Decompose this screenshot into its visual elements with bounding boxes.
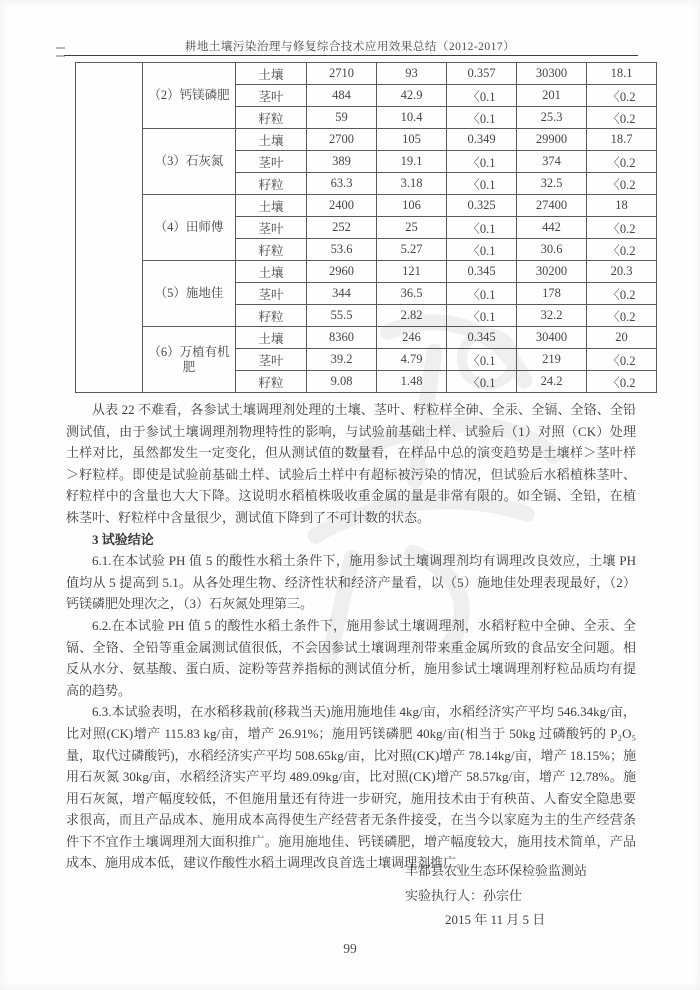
treatment-label: （6）万植有机肥: [143, 327, 236, 393]
table-cell: 18.1: [587, 63, 657, 85]
table-cell: 246: [377, 327, 447, 349]
conclusion-paragraph-63: 6.3.本试验表明，在水稻移栽前(移栽当天)施用施地佳 4kg/亩，水稻经济实产平均 546.34kg/亩，比对照(CK)增产 115.83 kg/亩，增产 26.91%；施用钙镁磷肥 40kg/亩(相当于 50kg 过磷酸钙的 P₂O₅ 量，取代过磷酸钙)，水稻经济实产平均 508.65kg/亩，比对照(CK)增产 78.14kg/亩，增产 18.15%；施用石灰氮 30kg/亩，水稻经济实产平均 489.09kg/亩，比对照(CK)增产 58.57kg/亩，增产 12.78%。施用石灰氮，增产幅度较低，不但施用量还有待进一步研究，施用技术由于有秧苗、人畜安全隐患要求很高，而且产品成本、施用成本高得使生产经营者无条件接受，在当今以家庭为主的生产经营条件下不宜作土壤调理剂大面积推广。施用施地佳、钙镁磷肥，增产幅度较大，施用技术简单，产品成本、施用成本低，建议作酸性水稻土调理改良首选土壤调理剂推广。: [66, 704, 636, 871]
table-cell: 〈0.2: [587, 151, 657, 173]
table-cell: 24.2: [517, 371, 587, 393]
table-cell: 〈0.1: [447, 283, 517, 305]
table-cell: 30400: [517, 327, 587, 349]
intro-paragraph: 从表 22 不难看，各参试土壤调理剂处理的土壤、茎叶、籽粒样全砷、全汞、全镉、全铬、全铅测试值，由于参试土壤调理剂物理特性的影响，与试验前基础土样、试验后（1）对照（CK）处理土样对比，虽然都发生一定变化，但从测试值的数量看，在样品中总的演变趋势是土壤样＞茎叶样＞籽粒样。即使是试验前基础土样、试验后土样中有超标被污染的情况，但试验后水稻植株茎叶、籽粒样中的含量也大大下降。这说明水稻植株吸收重金属的量是非常有限的。如全镉、全铅，在植株茎叶、籽粒样中含量很少，测试值下降到了不可计数的状态。: [66, 402, 636, 525]
table-cell: 105: [377, 129, 447, 151]
table-cell: 484: [307, 85, 377, 107]
table-cell: 2960: [307, 261, 377, 283]
table-row: [76, 195, 657, 217]
table-cell: 442: [517, 217, 587, 239]
table-cell: 252: [307, 217, 377, 239]
table-cell: 〈0.1: [447, 85, 517, 107]
table-cell: 27400: [517, 195, 587, 217]
sample-type: 籽粒: [236, 371, 307, 393]
treatment-label: （3）石灰氮: [143, 129, 236, 195]
table-cell: 3.18: [377, 173, 447, 195]
page-number: 99: [343, 941, 357, 956]
table-cell: 374: [517, 151, 587, 173]
table-cell: 〈0.1: [447, 107, 517, 129]
results-table: [75, 62, 657, 393]
sample-type: 土壤: [236, 63, 307, 85]
table-cell: 30200: [517, 261, 587, 283]
section-heading: 3 试验结论: [92, 531, 154, 547]
table-cell: 0.325: [447, 195, 517, 217]
signature-block: [405, 859, 587, 933]
table-cell: 4.79: [377, 349, 447, 371]
table-cell: 〈0.1: [447, 151, 517, 173]
table-cell: 2700: [307, 129, 377, 151]
sample-type: 茎叶: [236, 85, 307, 107]
table-cell-carryover: [76, 63, 143, 393]
table-cell: 10.4: [377, 107, 447, 129]
signature-executor: 实验执行人：孙宗仕: [405, 887, 523, 903]
table-cell: 93: [377, 63, 447, 85]
table-cell: 36.5: [377, 283, 447, 305]
table-cell: 344: [307, 283, 377, 305]
table-cell: 32.2: [517, 305, 587, 327]
table-cell: 219: [517, 349, 587, 371]
table-cell: 42.9: [377, 85, 447, 107]
sample-type: 茎叶: [236, 349, 307, 371]
table-cell: 18: [587, 195, 657, 217]
table-cell: 25: [377, 217, 447, 239]
table-cell: 〈0.2: [587, 349, 657, 371]
table-cell: 〈0.2: [587, 283, 657, 305]
table-cell: 30.6: [517, 239, 587, 261]
table-cell: 〈0.1: [447, 239, 517, 261]
table-cell: 39.2: [307, 349, 377, 371]
table-cell: 53.6: [307, 239, 377, 261]
table-cell: 〈0.2: [587, 107, 657, 129]
table-cell: 8360: [307, 327, 377, 349]
signature-organization: 丰都县农业生态环保检验监测站: [405, 863, 588, 878]
conclusion-paragraph-62: 6.2.在本试验 PH 值 5 的酸性水稻土条件下，施用参试土壤调理剂，水稻籽粒中全砷、全汞、全镉、全铬、全铅等重金属测试值很低，不会因参试土壤调理剂带来重金属所致的食品安全问题。相反从水分、氨基酸、蛋白质、淀粉等营养指标的测试值分析，施用参试土壤调理剂籽粒品质均有提高的趋势。: [66, 617, 636, 698]
sample-type: 土壤: [236, 195, 307, 217]
table-row: [76, 327, 657, 349]
table-cell: 1.48: [377, 371, 447, 393]
table-cell: 〈0.1: [447, 349, 517, 371]
table-cell: 〈0.2: [587, 217, 657, 239]
table-cell: 2.82: [377, 305, 447, 327]
table-cell: 〈0.1: [447, 173, 517, 195]
table-cell: 63.3: [307, 173, 377, 195]
table-cell: 20.3: [587, 261, 657, 283]
table-cell: 32.5: [517, 173, 587, 195]
table-cell: 2400: [307, 195, 377, 217]
table-cell: 0.349: [447, 129, 517, 151]
table-cell: 121: [377, 261, 447, 283]
table-cell: 178: [517, 283, 587, 305]
page-header-title: 耕地土壤污染治理与修复综合技术应用效果总结（2012-2017）: [184, 41, 516, 53]
sample-type: 茎叶: [236, 217, 307, 239]
table-cell: 389: [307, 151, 377, 173]
table-cell: 〈0.2: [587, 173, 657, 195]
treatment-label: （2）钙镁磷肥: [143, 63, 236, 129]
table-cell: 2710: [307, 63, 377, 85]
table-cell: 18.7: [587, 129, 657, 151]
sample-type: 土壤: [236, 261, 307, 283]
sample-type: 籽粒: [236, 239, 307, 261]
sample-type: 茎叶: [236, 151, 307, 173]
conclusion-paragraph-61: 6.1.在本试验 PH 值 5 的酸性水稻土条件下，施用参试土壤调理剂均有调理改良效应，土壤 PH 值均从 5 提高到 5.1。从各处理生物、经济性状和经济产量看，以（5）施地佳处理表现最好，（2）钙镁磷肥处理次之，（3）石灰氮处理第三。: [66, 553, 636, 612]
table-cell: 20: [587, 327, 657, 349]
table-cell: 29900: [517, 129, 587, 151]
table-cell: 201: [517, 85, 587, 107]
sample-type: 茎叶: [236, 283, 307, 305]
table-cell: 59: [307, 107, 377, 129]
table-cell: 106: [377, 195, 447, 217]
header-divider: [64, 55, 638, 56]
treatment-label: （4）田师傅: [143, 195, 236, 261]
table-cell: 5.27: [377, 239, 447, 261]
table-cell: 〈0.2: [587, 85, 657, 107]
sample-type: 籽粒: [236, 107, 307, 129]
signature-date: 2015 年 11 月 5 日: [445, 912, 546, 927]
table-cell: 9.08: [307, 371, 377, 393]
table-cell: 〈0.1: [447, 371, 517, 393]
table-cell: 〈0.1: [447, 217, 517, 239]
table-cell: 〈0.2: [587, 305, 657, 327]
sample-type: 籽粒: [236, 173, 307, 195]
sample-type: 土壤: [236, 129, 307, 151]
table-cell: 0.345: [447, 261, 517, 283]
table-cell: 55.5: [307, 305, 377, 327]
sample-type: 土壤: [236, 327, 307, 349]
table-row: [76, 261, 657, 283]
table-row: [76, 129, 657, 151]
table-cell: 〈0.1: [447, 305, 517, 327]
table-cell: 〈0.2: [587, 371, 657, 393]
table-cell: 19.1: [377, 151, 447, 173]
table-cell: 〈0.2: [587, 239, 657, 261]
sample-type: 籽粒: [236, 305, 307, 327]
table-cell: 0.357: [447, 63, 517, 85]
body-text: [66, 399, 636, 874]
table-cell: 25.3: [517, 107, 587, 129]
table-row: [76, 63, 657, 85]
table-cell: 0.345: [447, 327, 517, 349]
treatment-label: （5）施地佳: [143, 261, 236, 327]
table-cell: 30300: [517, 63, 587, 85]
